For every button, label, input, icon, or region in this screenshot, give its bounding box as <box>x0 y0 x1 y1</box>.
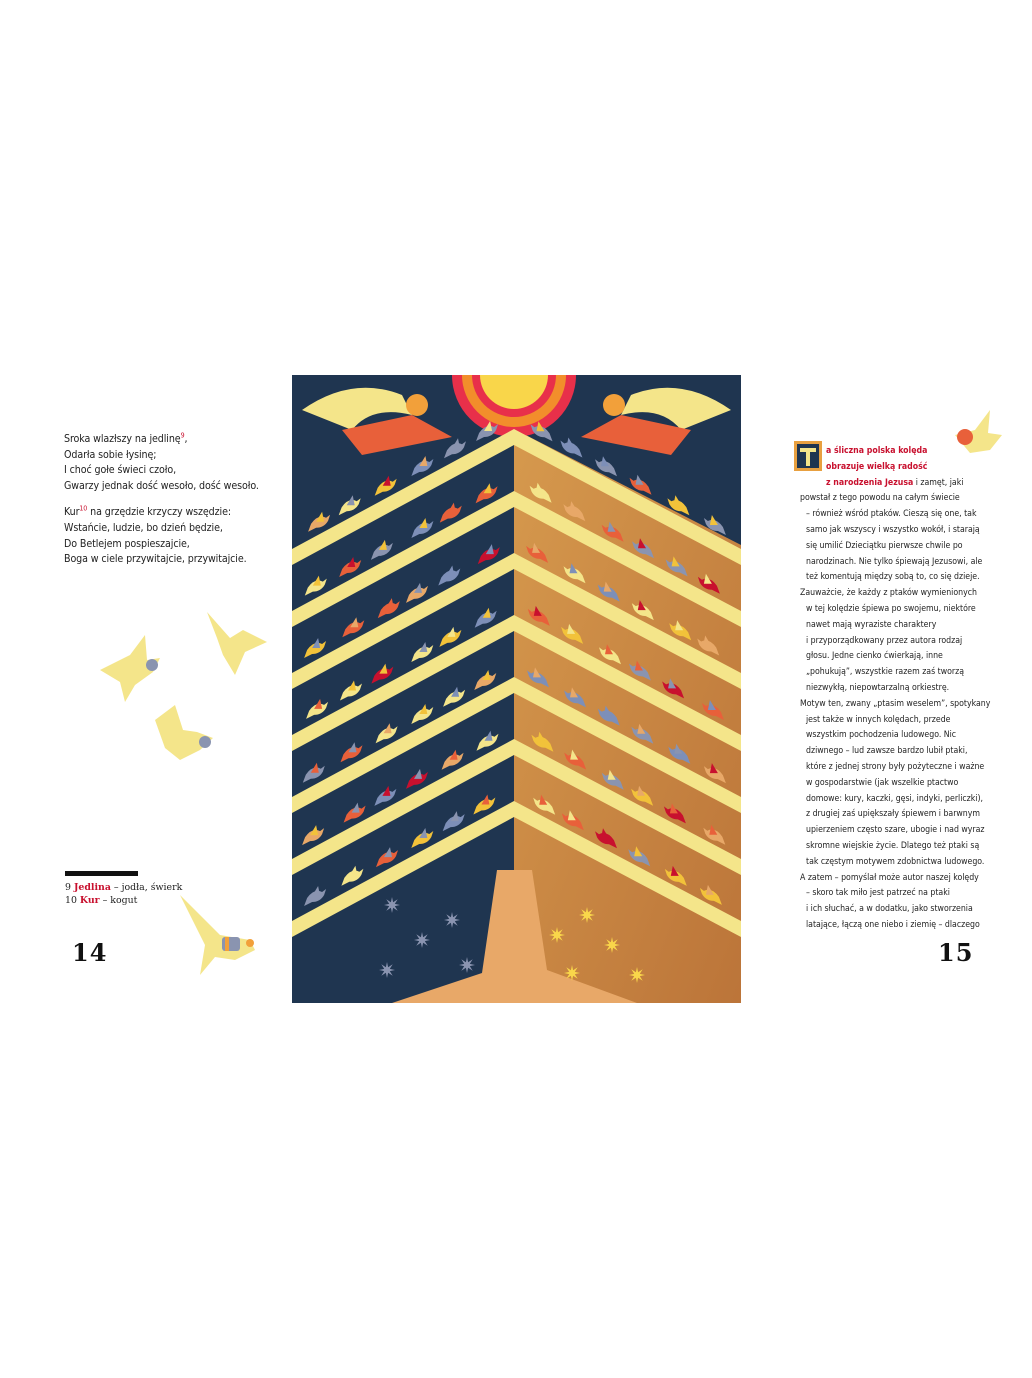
star-icon <box>459 957 475 973</box>
poem-stanza-1 <box>64 432 279 494</box>
essay-line: jest także w innych kolędach, przede <box>806 714 951 725</box>
poem-line: Kur$^{10}$ na grzędzie krzyczy wszędzie: <box>64 504 231 519</box>
poem-line: Odarła sobie łysinę; <box>64 448 157 461</box>
essay-line: które z jednej strony były pożyteczne i ważne <box>806 761 985 772</box>
star-icon <box>564 965 580 981</box>
star-icon <box>384 897 400 913</box>
poem-line: I choć gołe świeci czoło, <box>64 464 177 477</box>
essay-line: powstał z tego powodu na całym świecie <box>800 493 960 504</box>
flying-birds-illustration <box>95 610 285 990</box>
essay-body <box>800 491 990 933</box>
star-icon <box>379 962 395 978</box>
essay-line: samo jak wszyscy i wszystko wokół, i starają <box>806 524 980 535</box>
page-number-left: 14 <box>72 938 108 967</box>
essay-text <box>800 444 990 934</box>
poem-line: Gwarzy jednak dość wesoło, dość wesoło. <box>64 479 259 492</box>
essay-line: A zatem – pomyślał może autor naszej kolędy <box>800 872 979 883</box>
poem-line: Do Betlejem pospieszajcie, <box>64 537 190 550</box>
essay-line: upierzeniem często szare, ubogie i nad wyraz <box>806 825 985 836</box>
essay-line: latające, łączą one niebo i ziemię – dlaczego <box>806 919 980 930</box>
essay-line: dziwnego – lud zawsze bardzo lubił ptaki, <box>806 746 968 757</box>
essay-line: w gospodarstwie (jak wszelkie ptactwo <box>806 777 959 788</box>
essay-line: Motyw ten, zwany „ptasim weselem”, spotykany <box>800 698 991 709</box>
bird-icon <box>100 635 160 702</box>
poem-line: Boga w ciele przywitajcie, przywitajcie. <box>64 553 247 566</box>
footnote-9: 9 Jedlina – jodła, świerk <box>65 882 183 893</box>
essay-line: i przyporządkowany przez autora rodzaj <box>806 635 963 646</box>
footnote-10: 10 Kur – kogut <box>65 895 138 906</box>
star-icon <box>579 907 595 923</box>
star-icon <box>549 927 565 943</box>
essay-line: z narodzenia Jezusa i zamęt, jaki <box>826 477 964 488</box>
bird-icon <box>207 612 267 675</box>
page-number-right: 15 <box>938 938 974 967</box>
essay-line: z drugiej zaś upiększały śpiewem i barwnym <box>806 809 980 820</box>
star-icon <box>629 967 645 983</box>
essay-line: niezwykłą, niepowtarzalną orkiestrę. <box>806 682 950 693</box>
essay-line: obrazuje wielką radość <box>826 461 928 472</box>
poem-line: Wstańcie, ludzie, bo dzień będzie, <box>64 521 223 534</box>
essay-line: i ich słuchać, a w dodatku, jako stworzenia <box>806 904 973 915</box>
essay-line: – również wśród ptaków. Cieszą się one, tak <box>806 509 977 520</box>
star-icon <box>444 912 460 928</box>
poem-line: Sroka wlazłszy na jedlinę$^9$, <box>64 431 188 445</box>
essay-line: „pohukują”, wszystkie razem zaś tworzą <box>806 667 964 678</box>
essay-line: a ślicznа polska kolęda <box>826 446 928 456</box>
essay-line: tak częstym motywem zdobnictwa ludowego. <box>806 856 985 867</box>
essay-line: skromne wiejskie życie. Dlatego też ptaki są <box>806 840 980 851</box>
essay-line: – skoro tak miło jest patrzeć na ptaki <box>806 888 950 899</box>
essay-line: głosu. Jedne cienko ćwierkają, inne <box>806 651 943 662</box>
bird-icon <box>950 405 1006 461</box>
bird-icon <box>180 895 255 975</box>
essay-line: wszystkim pochodzenia ludowego. Nic <box>806 730 957 741</box>
birds-tree-illustration <box>292 375 741 1003</box>
essay-line: w tej kolędzie śpiewa po swojemu, niektóre <box>806 603 976 614</box>
footnote-ref: 10 <box>79 504 88 513</box>
essay-line: też komentują między sobą to, co się dzieje. <box>806 572 980 583</box>
essay-line: się umilić Dzieciątku pierwsze chwile po <box>806 540 963 551</box>
star-icon <box>414 932 430 948</box>
star-icon <box>604 937 620 953</box>
essay-line: nawet mają wyraziste charaktery <box>806 619 937 630</box>
essay-line: narodzinach. Nie tylko śpiewają Jezusowi, ale <box>806 556 983 567</box>
poem-stanza-2 <box>64 505 279 567</box>
essay-line: domowe: kury, kaczki, gęsi, indyki, perliczki), <box>806 793 984 804</box>
essay-line: Zauważcie, że każdy z ptaków wymienionych <box>800 588 977 599</box>
bird-icon <box>155 705 213 760</box>
footnote-ref: 9 <box>180 431 185 440</box>
poem <box>64 432 279 579</box>
